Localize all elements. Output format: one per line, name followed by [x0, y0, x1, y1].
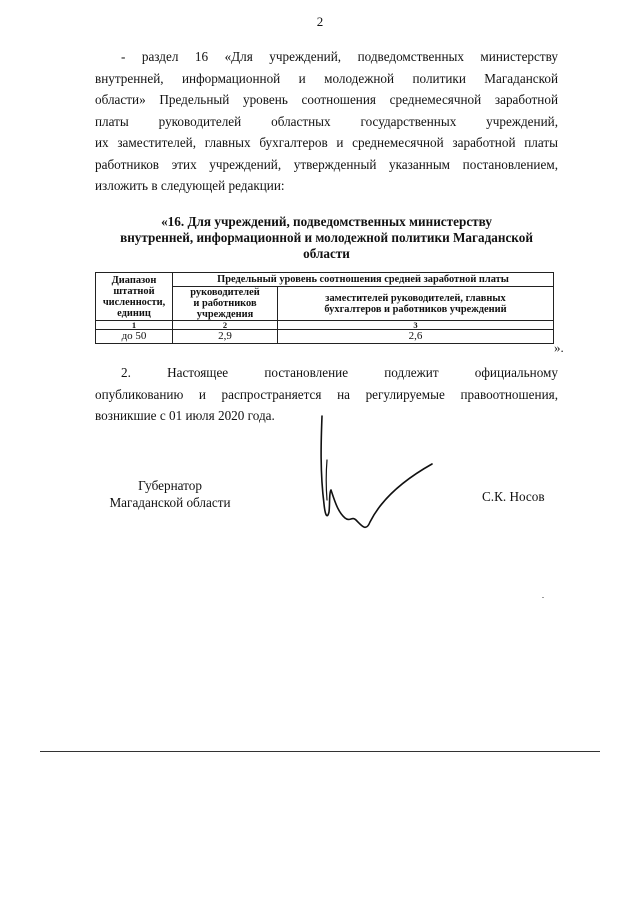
paragraph-2-line: опубликованию и распространяется на регулируемые правоотношения,: [95, 386, 558, 402]
table-row: [96, 330, 554, 344]
intro-line: области» Предельный уровень соотношения среднемесячной заработной: [95, 92, 558, 107]
intro-line: их заместителей, главных бухгалтеров и среднемесячной заработной платы: [95, 135, 558, 150]
bottom-rule: [40, 751, 600, 752]
intro-paragraph: [95, 46, 558, 197]
section-heading-line: внутренней, информационной и молодежной политики Магаданской: [120, 230, 533, 245]
column-number: 1: [96, 321, 173, 330]
intro-line: работников этих учреждений, утвержденный указанным постановлением,: [95, 156, 558, 172]
intro-line: - раздел 16 «Для учреждений, подведомственных министерству: [121, 49, 558, 64]
header-ratio-group: Предельный уровень соотношения средней заработной платы: [173, 273, 554, 287]
intro-line: изложить в следующей редакции:: [95, 178, 285, 193]
section-heading: [95, 214, 558, 262]
section-heading-line: области: [303, 246, 350, 261]
header-deputies-accountants: заместителей руководителей, главных бухгалтеров и работников учреждений: [278, 287, 554, 321]
paragraph-2-line: возникшие с 01 июля 2020 года.: [95, 408, 275, 423]
intro-line: платы руководителей областных государственных учреждений,: [95, 113, 558, 129]
handwritten-signature: [300, 412, 440, 542]
cell-ratio-deputies: 2,6: [278, 330, 554, 344]
section-heading-line: «16. Для учреждений, подведомственных министерству: [161, 214, 492, 229]
signatory-title: Губернатор Магаданской области: [109, 478, 231, 510]
scan-speck: [542, 597, 544, 598]
intro-line: внутренней, информационной и молодежной политики Магаданской: [95, 70, 558, 86]
signatory-name: С.К. Носов: [482, 489, 545, 504]
column-number: 2: [173, 321, 278, 330]
page-number: 2: [316, 14, 324, 29]
cell-range: до 50: [96, 330, 173, 344]
column-number: 3: [278, 321, 554, 330]
header-headcount-range: Диапазон штатной численности, единиц: [96, 273, 173, 321]
closing-quote: ».: [554, 340, 564, 355]
header-heads-workers: руководителей и работников учреждения: [173, 287, 278, 321]
salary-ratio-table: [95, 272, 554, 344]
cell-ratio-heads: 2,9: [173, 330, 278, 344]
paragraph-2-line: 2. Настоящее постановление подлежит официальному: [121, 365, 558, 380]
